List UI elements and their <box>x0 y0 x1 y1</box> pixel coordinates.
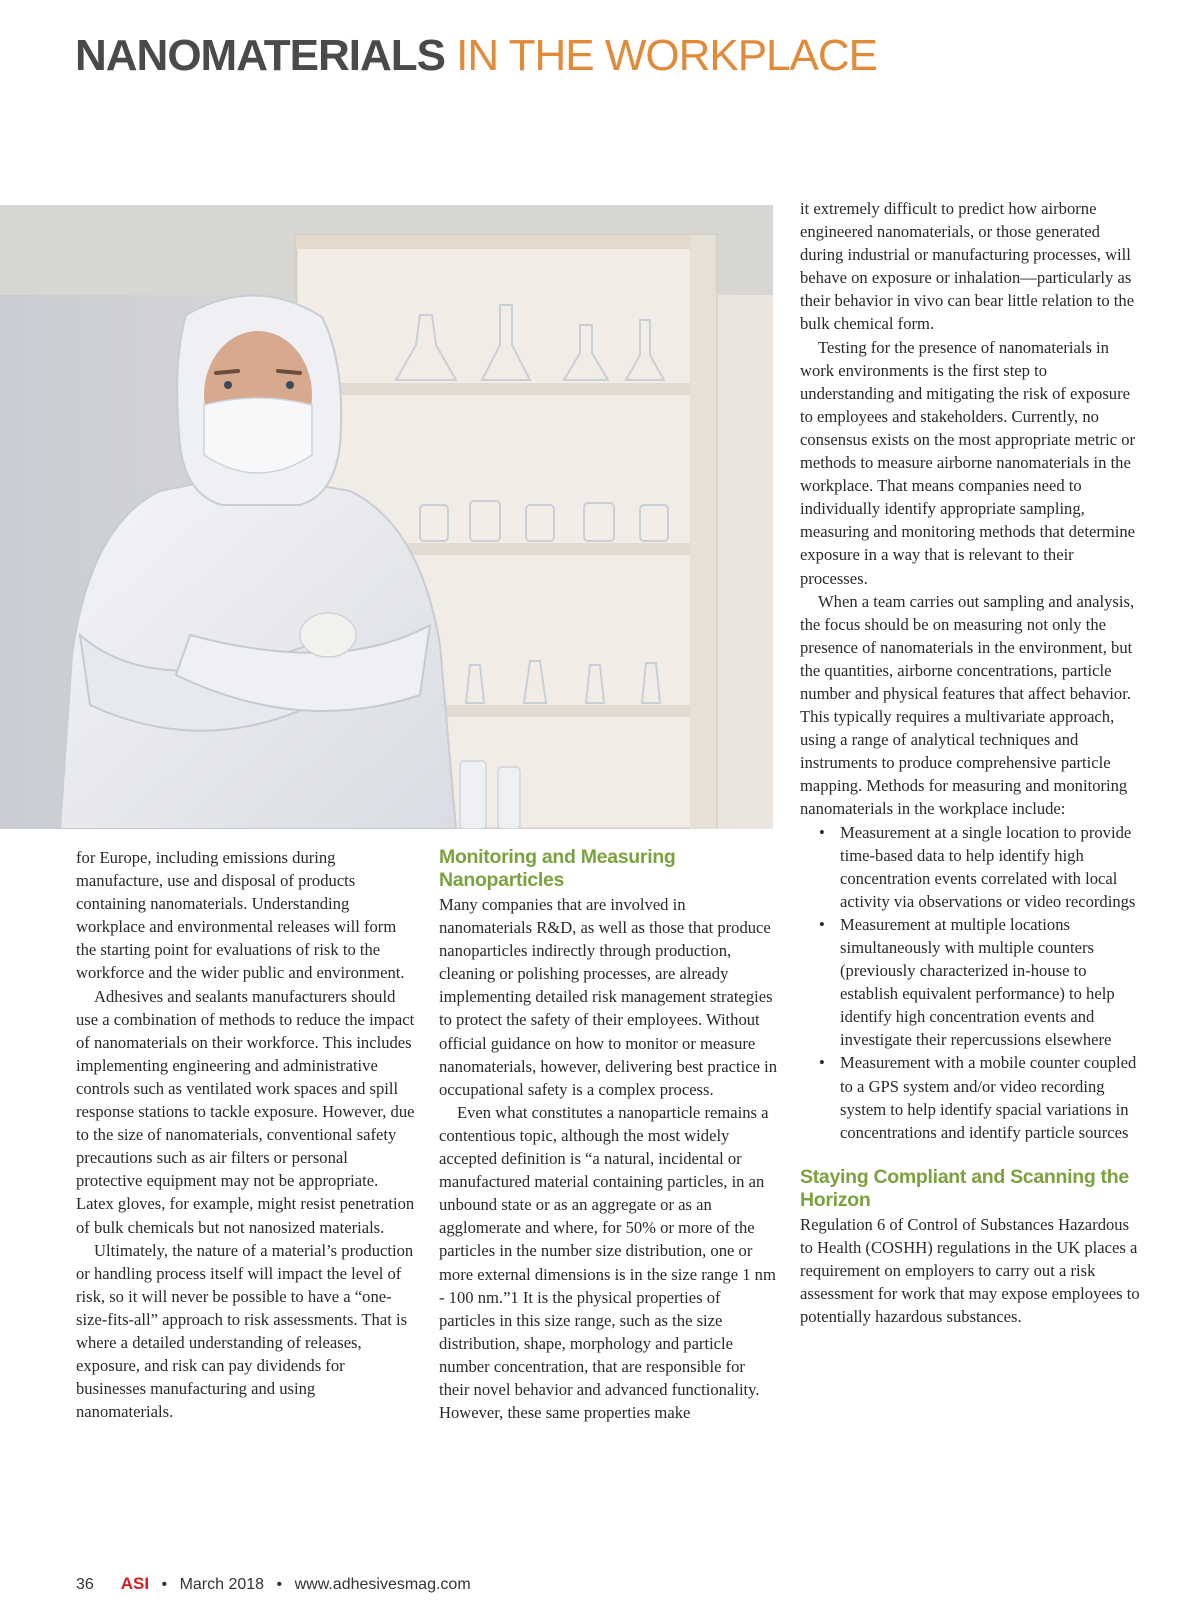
col1-paragraph-1: for Europe, including emissions during manufacture, use and disposal of products containing nanomaterials. Understanding workplace and environmental releases will form the starting point for evaluations of risk to the workforce and the wider public and environment. <box>76 848 405 983</box>
list-item-text: Measurement at multiple locations simultaneously with multiple counters (previously characterized in-house to establish equivalent performance) to help identify high concentration events and investigate their repercussions elsewhere <box>840 914 1115 1050</box>
col1-paragraph-2: Adhesives and sealants manufacturers should use a combination of methods to reduce the impact of nanomaterials on their workforce. This includes implementing engineering and administrative controls such as ventilated work spaces and spill response stations to tackle exposure. However, due to the size of nanomaterials, conventional safety precautions such as air filters or personal protective equipment may not be appropriate. Latex gloves, for example, might resist penetration of bulk chemicals but not nanosized materials. <box>76 986 415 1237</box>
list-item-text: Measurement at a single location to provide time-based data to help identify high concentration events correlated with local activity via observations or video recordings <box>840 822 1136 911</box>
list-item <box>800 821 1145 913</box>
page-number: 36 <box>76 1576 94 1593</box>
section-heading-monitoring: Monitoring and Measuring Nanoparticles <box>439 846 676 891</box>
col2-paragraph-1: Many companies that are involved in nanomaterials R&D, as well as those that produce nanoparticles indirectly through production, cleaning or polishing processes, are already implementing detailed risk management strategies to protect the safety of their employees. Without official guidance on how to monitor or measure nanomaterials, however, delivering best practice in occupational safety is a complex process. <box>439 895 777 1099</box>
footer-separator: • <box>161 1576 168 1593</box>
column-2 <box>439 846 779 1424</box>
col3-paragraph-3: When a team carries out sampling and analysis, the focus should be on measuring not only the presence of nanomaterials in the environment, but the quantities, airborne concentrations, particle number and physical features that affect behavior. This typically requires a multivariate approach, using a range of analytical techniques and instruments to produce comprehensive particle mapping. Methods for measuring and monitoring nanomaterials in the workplace include: <box>800 591 1135 819</box>
bullet-icon: • <box>819 1053 825 1073</box>
bullet-icon: • <box>819 822 825 842</box>
col1-paragraph-3: Ultimately, the nature of a material’s production or handling process itself will impact the level of risk, so it will never be possible to have a “one-size-fits-all” approach to risk assessments. That is where a detailed understanding of releases, exposure, and risk can pay dividends for businesses manufacturing and using nanomaterials. <box>76 1240 414 1422</box>
list-item <box>800 913 1145 1052</box>
column-3 <box>800 197 1145 1328</box>
col3-paragraph-2: Testing for the presence of nanomaterials in work environments is the first step to understanding and mitigating the risk of exposure to employees and stakeholders. Currently, no consensus exists on the most appropriate metric or methods to measure airborne nanomaterials in the workplace. That means companies need to individually identify appropriate sampling, measuring and monitoring methods that determine exposure in a way that is relevant to their processes. <box>800 337 1136 588</box>
bullet-icon: • <box>819 914 825 934</box>
page-footer <box>76 1574 471 1594</box>
col3-paragraph-1: it extremely difficult to predict how airborne engineered nanomaterials, or those generated during industrial or manufacturing processes, will behave on exposure or inhalation—particularly as their behavior in vivo can bear little relation to the bulk chemical form. <box>800 199 1135 334</box>
list-item-text: Measurement with a mobile counter coupled to a GPS system and/or video recording system to help identify spacial variations in concentrations and identify particle sources <box>840 1053 1137 1142</box>
methods-list <box>800 821 1145 1144</box>
section-spacer <box>800 1144 1145 1166</box>
website-url: www.adhesivesmag.com <box>294 1576 471 1593</box>
column-1 <box>76 846 416 1423</box>
section-heading-compliance: Staying Compliant and Scanning the Horizon <box>800 1165 1129 1211</box>
footer-separator: • <box>276 1576 283 1593</box>
col2-paragraph-2: Even what constitutes a nanoparticle remains a contentious topic, although the most widely accepted definition is “a natural, incidental or manufactured material containing particles, in an unbound state or as an aggregate or as an agglomerate and where, for 50% or more of the particles in the number size distribution, one or more external dimensions is in the size range 1 nm - 100 nm.”1 It is the physical properties of particles in this size range, such as the size distribution, shape, morphology and particle number concentration, that are responsible for their novel behavior and advanced functionality. However, these same properties make <box>439 1102 776 1423</box>
worker-photo-illustration <box>0 205 773 829</box>
header-title-strong: NANOMATERIALS <box>75 31 445 80</box>
article-photo <box>0 205 773 829</box>
magazine-brand: ASI <box>120 1574 150 1593</box>
list-item <box>800 1051 1145 1143</box>
col3-paragraph-4: Regulation 6 of Control of Substances Hazardous to Health (COSHH) regulations in the UK places a requirement on employers to carry out a risk assessment for work that may expose employees to potentially hazardous substances. <box>800 1214 1140 1327</box>
header-title-light: IN THE WORKPLACE <box>456 31 877 80</box>
page-header <box>75 31 877 80</box>
issue-date: March 2018 <box>179 1576 265 1593</box>
